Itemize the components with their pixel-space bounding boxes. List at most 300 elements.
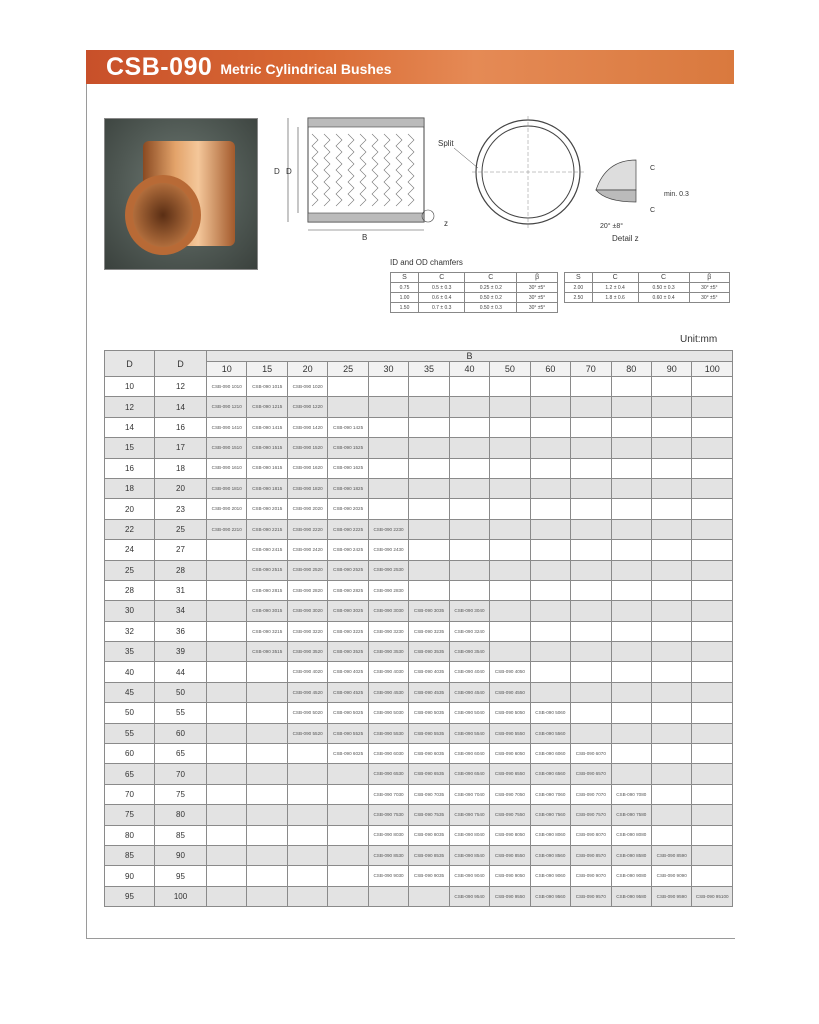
part-cell: [287, 744, 327, 764]
part-cell: [651, 764, 691, 784]
cell-di: 40: [105, 662, 155, 682]
part-cell: [247, 825, 287, 845]
part-number: CSB-090 7550: [494, 812, 525, 818]
cell-do: 80: [155, 805, 207, 825]
part-number: CSB-090 2230: [373, 526, 404, 532]
part-number: CSB-090 2225: [333, 526, 364, 532]
chamfer-cell: 1.2 ± 0.4: [592, 283, 638, 293]
part-cell: [207, 478, 247, 498]
part-cell: [328, 560, 368, 580]
part-cell: [328, 703, 368, 723]
cell-do: 85: [155, 825, 207, 845]
part-cell: [449, 744, 489, 764]
part-cell: [530, 784, 570, 804]
part-cell: [530, 866, 570, 886]
part-cell: [409, 845, 449, 865]
table-row: [105, 744, 733, 764]
part-cell: [692, 805, 733, 825]
part-cell: [449, 866, 489, 886]
part-cell: [328, 723, 368, 743]
table-row: [105, 540, 733, 560]
part-cell: [651, 519, 691, 539]
part-cell: [328, 886, 368, 906]
part-cell: [449, 438, 489, 458]
part-cell: [207, 621, 247, 641]
part-cell: [449, 377, 489, 397]
part-cell: [490, 845, 530, 865]
part-cell: [207, 540, 247, 560]
label-min: min. 0.3: [664, 191, 689, 198]
part-cell: [530, 438, 570, 458]
part-cell: [692, 866, 733, 886]
part-cell: [651, 825, 691, 845]
chamfer-cell: 30° ±5°: [517, 283, 558, 293]
part-cell: [247, 417, 287, 437]
part-number: CSB-090 3225: [333, 628, 364, 634]
part-cell: [651, 845, 691, 865]
header-b-value: 30: [368, 362, 408, 377]
part-cell: [490, 377, 530, 397]
part-cell: [247, 845, 287, 865]
part-cell: [328, 438, 368, 458]
cell-do: 25: [155, 519, 207, 539]
table-row: [105, 886, 733, 906]
part-cell: [368, 540, 408, 560]
label-di: D: [286, 167, 292, 176]
chamfer-cell: 1.8 ± 0.6: [592, 293, 638, 303]
part-cell: [571, 703, 611, 723]
part-cell: [449, 478, 489, 498]
part-number: CSB-090 5020: [292, 710, 323, 716]
part-number: CSB-090 1825: [333, 485, 364, 491]
part-cell: [611, 377, 651, 397]
part-number: CSB-090 8070: [575, 832, 606, 838]
cell-do: 31: [155, 580, 207, 600]
label-co: C: [650, 207, 656, 214]
part-cell: [571, 601, 611, 621]
chamfer-header: β: [689, 273, 729, 283]
cell-di: 60: [105, 744, 155, 764]
part-cell: [530, 458, 570, 478]
part-cell: [692, 438, 733, 458]
part-number: CSB-090 2825: [333, 587, 364, 593]
part-number: CSB-090 2420: [292, 547, 323, 553]
part-cell: [611, 397, 651, 417]
part-cell: [409, 377, 449, 397]
label-ci: C: [650, 165, 656, 172]
part-cell: [692, 397, 733, 417]
part-cell: [247, 540, 287, 560]
chamfer-cell: 0.7 ± 0.3: [419, 303, 465, 313]
part-cell: [287, 580, 327, 600]
part-cell: [247, 662, 287, 682]
chamfer-cell: 0.50 ± 0.3: [638, 283, 689, 293]
part-cell: [328, 499, 368, 519]
part-cell: [530, 682, 570, 702]
part-number: CSB-090 1610: [211, 465, 242, 471]
part-cell: [328, 540, 368, 560]
cell-di: 80: [105, 825, 155, 845]
table-row: [105, 764, 733, 784]
part-cell: [530, 540, 570, 560]
part-cell: [490, 478, 530, 498]
part-cell: [368, 744, 408, 764]
part-number: CSB-090 9080: [616, 873, 647, 879]
cell-do: 17: [155, 438, 207, 458]
part-cell: [287, 478, 327, 498]
part-cell: [328, 519, 368, 539]
chamfer-cell: 0.50 ± 0.2: [465, 293, 517, 303]
part-cell: [449, 825, 489, 845]
part-cell: [247, 621, 287, 641]
part-number: CSB-090 5540: [454, 730, 485, 736]
cell-do: 34: [155, 601, 207, 621]
part-cell: [409, 682, 449, 702]
part-number: CSB-090 2520: [292, 567, 323, 573]
part-cell: [449, 805, 489, 825]
part-cell: [449, 886, 489, 906]
part-number: CSB-090 1525: [333, 445, 364, 451]
part-cell: [368, 601, 408, 621]
label-angle: 20° ±8°: [600, 223, 624, 230]
part-cell: [409, 642, 449, 662]
part-number: CSB-090 4020: [292, 669, 323, 675]
part-cell: [287, 866, 327, 886]
product-photo: [104, 118, 258, 270]
part-cell: [530, 377, 570, 397]
product-code: CSB-090: [106, 52, 213, 81]
part-cell: [328, 866, 368, 886]
part-cell: [409, 519, 449, 539]
part-cell: [571, 438, 611, 458]
part-cell: [530, 580, 570, 600]
part-cell: [530, 519, 570, 539]
part-cell: [490, 540, 530, 560]
part-cell: [571, 540, 611, 560]
part-cell: [490, 744, 530, 764]
part-cell: [247, 519, 287, 539]
part-number: CSB-090 8560: [535, 852, 566, 858]
part-number: CSB-090 3540: [454, 648, 485, 654]
chamfer-cell: 0.60 ± 0.4: [638, 293, 689, 303]
part-cell: [651, 499, 691, 519]
part-number: CSB-090 9060: [535, 873, 566, 879]
cell-di: 45: [105, 682, 155, 702]
part-cell: [368, 805, 408, 825]
part-cell: [571, 560, 611, 580]
part-cell: [571, 744, 611, 764]
part-cell: [611, 417, 651, 437]
chamfer-header: C: [638, 273, 689, 283]
part-cell: [611, 499, 651, 519]
part-number: CSB-090 6060: [535, 750, 566, 756]
part-cell: [692, 601, 733, 621]
part-number: CSB-090 8040: [454, 832, 485, 838]
part-cell: [287, 601, 327, 621]
part-number: CSB-090 4035: [413, 669, 445, 675]
part-number: CSB-090 5520: [292, 730, 323, 736]
part-number: CSB-090 3235: [413, 628, 445, 634]
part-cell: [287, 723, 327, 743]
part-cell: [409, 499, 449, 519]
part-cell: [692, 744, 733, 764]
part-number: CSB-090 8060: [535, 832, 566, 838]
part-cell: [449, 662, 489, 682]
part-number: CSB-090 1415: [252, 424, 283, 430]
part-cell: [368, 662, 408, 682]
cell-do: 70: [155, 764, 207, 784]
part-cell: [409, 621, 449, 641]
part-cell: [409, 438, 449, 458]
part-cell: [368, 478, 408, 498]
part-cell: [247, 682, 287, 702]
cell-do: 16: [155, 417, 207, 437]
part-cell: [247, 377, 287, 397]
part-cell: [328, 682, 368, 702]
part-cell: [571, 886, 611, 906]
part-cell: [692, 580, 733, 600]
part-cell: [328, 825, 368, 845]
part-cell: [409, 417, 449, 437]
part-number: CSB-090 2525: [333, 567, 364, 573]
part-cell: [651, 397, 691, 417]
part-cell: [490, 703, 530, 723]
part-number: CSB-090 7035: [413, 791, 445, 797]
technical-drawing: [266, 110, 726, 260]
part-cell: [449, 784, 489, 804]
part-cell: [287, 438, 327, 458]
part-number: CSB-090 6040: [454, 750, 485, 756]
part-cell: [490, 519, 530, 539]
part-cell: [490, 499, 530, 519]
part-cell: [207, 499, 247, 519]
chamfer-cell: 30° ±5°: [689, 283, 729, 293]
part-cell: [328, 417, 368, 437]
part-cell: [409, 866, 449, 886]
part-number: CSB-090 2530: [373, 567, 404, 573]
part-number: CSB-090 2020: [292, 506, 323, 512]
part-cell: [368, 397, 408, 417]
part-cell: [611, 784, 651, 804]
part-cell: [692, 519, 733, 539]
part-number: CSB-090 4520: [292, 689, 323, 695]
header-b-value: 15: [247, 362, 287, 377]
part-cell: [247, 866, 287, 886]
part-cell: [328, 744, 368, 764]
part-cell: [207, 764, 247, 784]
part-cell: [571, 845, 611, 865]
part-cell: [247, 723, 287, 743]
part-cell: [571, 458, 611, 478]
part-cell: [611, 560, 651, 580]
part-number: CSB-090 1010: [211, 383, 242, 389]
cell-di: 75: [105, 805, 155, 825]
part-cell: [368, 703, 408, 723]
part-cell: [207, 519, 247, 539]
part-cell: [651, 682, 691, 702]
part-cell: [247, 642, 287, 662]
part-number: CSB-090 3520: [292, 648, 323, 654]
chamfer-cell: 30° ±5°: [517, 303, 558, 313]
header-b-value: 60: [530, 362, 570, 377]
part-cell: [651, 723, 691, 743]
chamfer-cell: 30° ±5°: [689, 293, 729, 303]
table-row: [105, 499, 733, 519]
part-cell: [368, 438, 408, 458]
cell-di: 70: [105, 784, 155, 804]
part-cell: [207, 744, 247, 764]
part-number: CSB-090 6030: [373, 750, 404, 756]
part-number: CSB-090 3035: [413, 608, 445, 614]
chamfer-cell: 2.50: [565, 293, 593, 303]
part-cell: [449, 560, 489, 580]
part-cell: [449, 642, 489, 662]
part-number: CSB-090 4550: [494, 689, 525, 695]
part-cell: [368, 642, 408, 662]
part-cell: [651, 458, 691, 478]
part-cell: [571, 682, 611, 702]
table-row: [105, 621, 733, 641]
part-cell: [651, 642, 691, 662]
part-cell: [449, 601, 489, 621]
cell-do: 12: [155, 377, 207, 397]
cell-di: 16: [105, 458, 155, 478]
cell-do: 14: [155, 397, 207, 417]
cell-do: 36: [155, 621, 207, 641]
part-cell: [490, 642, 530, 662]
part-cell: [490, 458, 530, 478]
part-cell: [287, 499, 327, 519]
part-cell: [571, 805, 611, 825]
part-cell: [692, 560, 733, 580]
part-number: CSB-090 5525: [333, 730, 364, 736]
part-cell: [651, 540, 691, 560]
part-cell: [409, 703, 449, 723]
part-cell: [530, 621, 570, 641]
part-cell: [328, 764, 368, 784]
part-number: CSB-090 7070: [575, 791, 606, 797]
part-cell: [368, 560, 408, 580]
part-cell: [651, 560, 691, 580]
part-number: CSB-090 6540: [454, 771, 485, 777]
part-number: CSB-090 9590: [656, 893, 687, 899]
part-cell: [530, 886, 570, 906]
part-number: CSB-090 6035: [413, 750, 445, 756]
header-b-value: 35: [409, 362, 449, 377]
part-cell: [490, 764, 530, 784]
part-cell: [651, 438, 691, 458]
part-number: CSB-090 2830: [373, 587, 404, 593]
part-cell: [287, 540, 327, 560]
part-number: CSB-090 1220: [292, 404, 323, 410]
part-cell: [207, 805, 247, 825]
part-number: CSB-090 2430: [373, 547, 404, 553]
part-cell: [530, 723, 570, 743]
part-cell: [530, 642, 570, 662]
cell-do: 55: [155, 703, 207, 723]
cell-di: 15: [105, 438, 155, 458]
part-number: CSB-090 1215: [252, 404, 283, 410]
part-cell: [490, 580, 530, 600]
part-cell: [247, 601, 287, 621]
table-row: [105, 601, 733, 621]
part-number: CSB-090 8080: [616, 832, 647, 838]
part-cell: [611, 744, 651, 764]
cell-di: 32: [105, 621, 155, 641]
part-number: CSB-090 5550: [494, 730, 525, 736]
part-cell: [287, 519, 327, 539]
part-cell: [611, 662, 651, 682]
part-cell: [611, 764, 651, 784]
part-cell: [449, 540, 489, 560]
title-bar: [86, 50, 734, 84]
part-cell: [651, 662, 691, 682]
part-number: CSB-090 1810: [211, 485, 242, 491]
part-number: CSB-090 9050: [494, 873, 525, 879]
cell-di: 55: [105, 723, 155, 743]
part-cell: [328, 377, 368, 397]
cell-di: 10: [105, 377, 155, 397]
part-cell: [328, 621, 368, 641]
table-row: [105, 703, 733, 723]
cell-do: 75: [155, 784, 207, 804]
part-number: CSB-090 8050: [494, 832, 525, 838]
part-cell: [571, 417, 611, 437]
part-cell: [611, 580, 651, 600]
part-cell: [449, 764, 489, 784]
part-cell: [207, 397, 247, 417]
chamfer-cell: 1.00: [391, 293, 419, 303]
part-number: CSB-090 9040: [454, 873, 485, 879]
part-number: CSB-090 8540: [454, 852, 485, 858]
part-cell: [692, 723, 733, 743]
part-cell: [409, 784, 449, 804]
part-number: CSB-090 4040: [454, 669, 485, 675]
part-number: CSB-090 7535: [413, 812, 445, 818]
part-cell: [368, 458, 408, 478]
part-cell: [530, 417, 570, 437]
part-cell: [247, 805, 287, 825]
part-cell: [328, 397, 368, 417]
part-cell: [611, 805, 651, 825]
part-number: CSB-090 9570: [575, 893, 606, 899]
part-number: CSB-090 6050: [494, 750, 525, 756]
part-cell: [692, 764, 733, 784]
cell-do: 28: [155, 560, 207, 580]
part-cell: [409, 601, 449, 621]
part-number: CSB-090 5535: [413, 730, 445, 736]
part-cell: [490, 601, 530, 621]
part-cell: [207, 601, 247, 621]
cell-di: 35: [105, 642, 155, 662]
chamfer-cell: 30° ±5°: [517, 293, 558, 303]
part-cell: [207, 723, 247, 743]
part-number: CSB-090 7080: [616, 791, 647, 797]
table-row: [105, 397, 733, 417]
part-number: CSB-090 9030: [373, 873, 404, 879]
part-number: CSB-090 6530: [373, 771, 404, 777]
cell-do: 20: [155, 478, 207, 498]
part-number: CSB-090 1625: [333, 465, 364, 471]
chamfer-cell: 1.50: [391, 303, 419, 313]
cell-di: 50: [105, 703, 155, 723]
part-cell: [611, 886, 651, 906]
chamfer-header: S: [391, 273, 419, 283]
part-cell: [328, 458, 368, 478]
part-cell: [611, 682, 651, 702]
part-number: CSB-090 3020: [292, 608, 323, 614]
part-number: CSB-090 4530: [373, 689, 404, 695]
